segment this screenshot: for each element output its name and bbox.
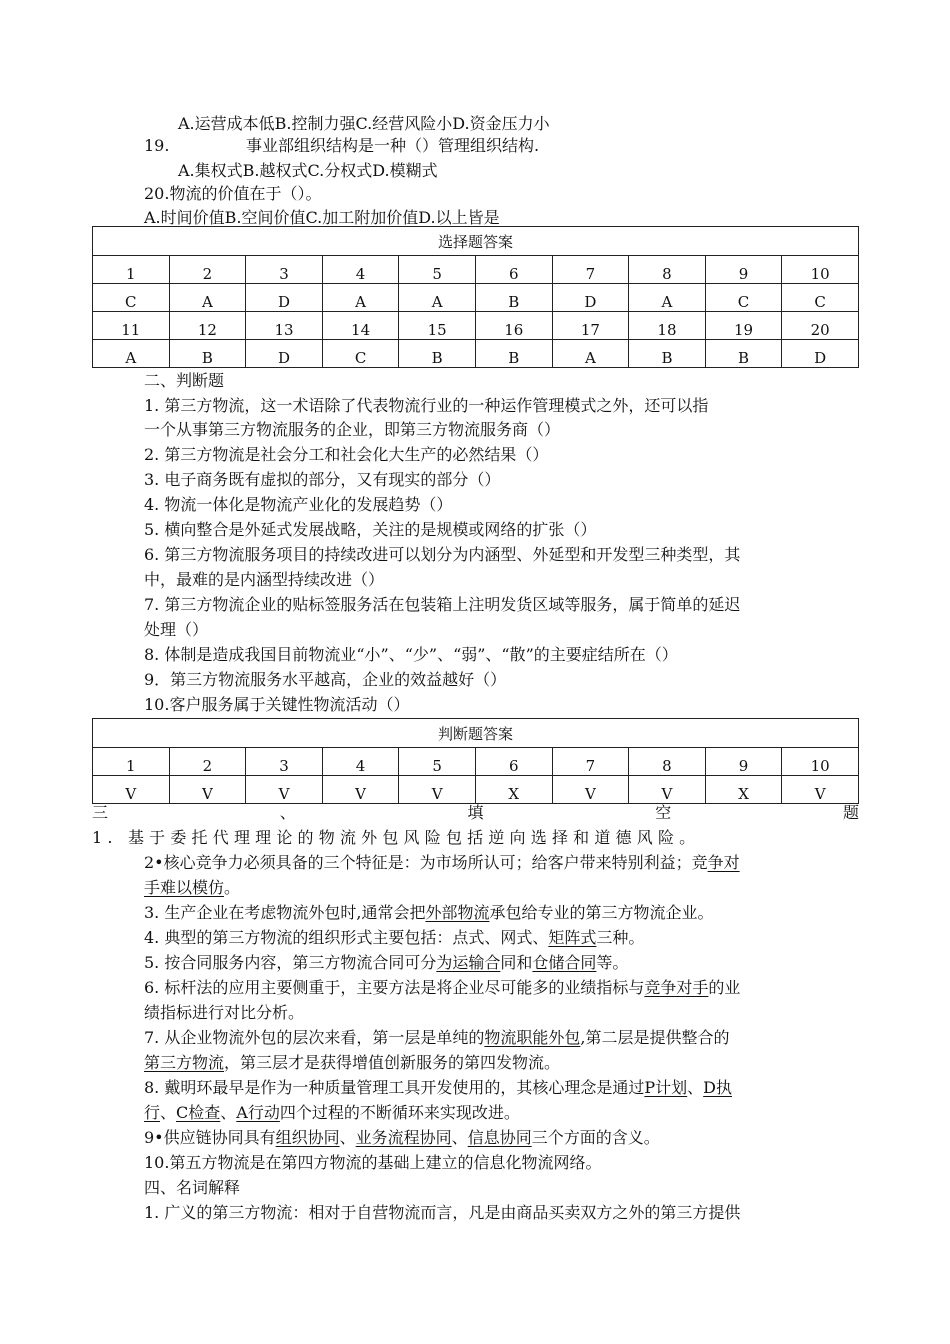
mc-ans: A (169, 284, 246, 312)
mc-num: 3 (246, 256, 323, 284)
fill-q10: 10.第五方物流是在第四方物流的基础上建立的信息化物流网络。 (144, 1153, 602, 1172)
mc-ans: C (782, 284, 859, 312)
fill-q6-answer: 竞争对手 (644, 978, 709, 997)
mc-row1-answers (93, 284, 859, 312)
mc-ans: D (246, 340, 323, 368)
mc-ans: A (322, 284, 399, 312)
judge-q7-line1: 7. 第三方物流企业的贴标签服务活在包装箱上注明发货区域等服务，属于简单的延迟 (144, 595, 741, 614)
fill-q1: 1. 基于委托代理理论的物流外包风险包括逆向选择和道德风险。 (92, 828, 701, 847)
fill-q9-answer3: 信息协同 (467, 1128, 532, 1147)
terms-q1: 1. 广义的第三方物流：相对于自营物流而言，凡是由商品买卖双方之外的第三方提供 (144, 1203, 741, 1222)
judge-ans: V (93, 776, 170, 804)
judge-row-answers (93, 776, 859, 804)
mc-ans: B (169, 340, 246, 368)
mc-ans: C (322, 340, 399, 368)
judge-q7-line2: 处理（） (144, 620, 209, 639)
mc-ans: D (782, 340, 859, 368)
fill-q8-answer-d-part1: D执 (703, 1078, 732, 1097)
judge-q3: 3. 电子商务既有虚拟的部分，又有现实的部分（） (144, 470, 501, 489)
mc-num: 14 (322, 312, 399, 340)
fill-q6-line2: 绩指标进行对比分析。 (144, 1003, 305, 1022)
judge-ans: V (782, 776, 859, 804)
judge-q1-line1: 1. 第三方物流，这一术语除了代表物流行业的一种运作管理模式之外，还可以指 (144, 396, 709, 415)
mc-num: 2 (169, 256, 246, 284)
judge-answer-title: 判断题答案 (93, 719, 859, 748)
terms-heading: 四、名词解释 (144, 1178, 241, 1197)
mc-row2-numbers (93, 312, 859, 340)
mc-num: 5 (399, 256, 476, 284)
mc-ans: D (552, 284, 629, 312)
judge-q5: 5. 横向整合是外延式发展战略，关注的是规模或网络的扩张（） (144, 520, 597, 539)
mc-num: 10 (782, 256, 859, 284)
mc-ans: A (399, 284, 476, 312)
mc-num: 1 (93, 256, 170, 284)
fill-q9: 9•供应链协同具有组织协同、业务流程协同、信息协同三个方面的含义。 (144, 1128, 660, 1147)
mc-ans: D (246, 284, 323, 312)
judge-heading: 二、判断题 (144, 371, 225, 390)
mc-row2-answers (93, 340, 859, 368)
fill-q9-answer2: 业务流程协同 (355, 1128, 452, 1147)
mc-num: 15 (399, 312, 476, 340)
q20-text: 20.物流的价值在于（）。 (144, 184, 322, 203)
judge-ans: X (705, 776, 782, 804)
mc-num: 19 (705, 312, 782, 340)
q19-text: 事业部组织结构是一种（）管理组织结构. (246, 136, 540, 155)
mc-num: 11 (93, 312, 170, 340)
judge-q1-line2: 一个从事第三方物流服务的企业，即第三方物流服务商（） (144, 420, 561, 439)
mc-num: 18 (629, 312, 706, 340)
mc-ans: A (93, 340, 170, 368)
mc-answer-table (92, 226, 859, 368)
mc-num: 9 (705, 256, 782, 284)
fill-q2-line2: 手难以模仿。 (144, 878, 241, 897)
judge-row-numbers (93, 748, 859, 776)
mc-num: 13 (246, 312, 323, 340)
fill-q4-answer: 矩阵式 (548, 928, 597, 947)
mc-ans: B (399, 340, 476, 368)
judge-num: 5 (399, 748, 476, 776)
judge-num: 6 (475, 748, 552, 776)
fill-q8-answer-d-part2: 行 (144, 1103, 161, 1122)
mc-ans: C (93, 284, 170, 312)
judge-ans: V (552, 776, 629, 804)
mc-num: 7 (552, 256, 629, 284)
fill-heading: 三 、 填 空 题 (92, 803, 859, 822)
judge-num: 10 (782, 748, 859, 776)
fill-q8-answer-c: C检查 (176, 1103, 221, 1122)
fill-q2-answer-part2: 手难以模仿 (144, 878, 225, 897)
fill-q4: 4. 典型的第三方物流的组织形式主要包括：点式、网式、矩阵式三种。 (144, 928, 645, 947)
mc-row1-numbers (93, 256, 859, 284)
judge-num: 8 (629, 748, 706, 776)
judge-ans: V (169, 776, 246, 804)
mc-num: 4 (322, 256, 399, 284)
mc-ans: B (475, 340, 552, 368)
fill-q9-answer1: 组织协同 (275, 1128, 340, 1147)
fill-q2-line1: 2•核心竞争力必须具备的三个特征是：为市场所认可；给客户带来特别利益；竞争对 (144, 853, 740, 872)
fill-q8-answer-p: P计划 (644, 1078, 688, 1097)
judge-num: 7 (552, 748, 629, 776)
judge-ans: V (322, 776, 399, 804)
fill-q7-line2: 第三方物流，第三层才是获得增值创新服务的第四发物流。 (144, 1053, 561, 1072)
fill-q3-answer: 外部物流 (425, 903, 490, 922)
mc-num: 20 (782, 312, 859, 340)
judge-q9: 9．第三方物流服务水平越高，企业的效益越好（） (144, 670, 507, 689)
fill-q6-line1: 6. 标杆法的应用主要侧重于，主要方法是将企业尽可能多的业绩指标与竞争对手的业 (144, 978, 741, 997)
fill-q7-line1: 7. 从企业物流外包的层次来看，第一层是单纯的物流职能外包,第二层是提供整合的 (144, 1028, 730, 1047)
judge-q8: 8. 体制是造成我国目前物流业“小”、“少”、“弱”、“散”的主要症结所在（） (144, 645, 678, 664)
mc-num: 16 (475, 312, 552, 340)
fill-q8-line1: 8. 戴明环最早是作为一种质量管理工具开发使用的，其核心理念是通过P计划、D执 (144, 1078, 732, 1097)
mc-ans: A (552, 340, 629, 368)
fill-q2-answer-part1: 争对 (707, 853, 740, 872)
judge-num: 4 (322, 748, 399, 776)
judge-answer-table (92, 718, 859, 804)
mc-ans: B (629, 340, 706, 368)
judge-num: 1 (93, 748, 170, 776)
judge-num: 3 (246, 748, 323, 776)
mc-answer-title: 选择题答案 (93, 227, 859, 256)
q19-options: A.集权式B.越权式C.分权式D.模糊式 (178, 161, 438, 180)
mc-ans: C (705, 284, 782, 312)
mc-num: 17 (552, 312, 629, 340)
judge-q10: 10.客户服务属于关键性物流活动（） (144, 695, 410, 714)
fill-q5-answer2: 仓储合同 (532, 953, 597, 972)
q18-options: A.运营成本低B.控制力强C.经营风险小D.资金压力小 (178, 114, 550, 133)
judge-num: 9 (705, 748, 782, 776)
judge-q6-line1: 6. 第三方物流服务项目的持续改进可以划分为内涵型、外延型和开发型三种类型，其 (144, 545, 741, 564)
fill-q8-answer-a: A行动 (236, 1103, 280, 1122)
fill-q5-answer1: 为运输合 (436, 953, 501, 972)
q20-options: A.时间价值B.空间价值C.加工附加价值D.以上皆是 (144, 208, 500, 227)
fill-q7-answer2: 第三方物流 (144, 1053, 225, 1072)
fill-q8-line2: 行、C检查、A行动四个过程的不断循环来实现改进。 (144, 1103, 520, 1122)
mc-ans: B (705, 340, 782, 368)
judge-ans: V (399, 776, 476, 804)
fill-q5: 5. 按合同服务内容，第三方物流合同可分为运输合同和仓储合同等。 (144, 953, 629, 972)
fill-q7-answer1: 物流职能外包 (484, 1028, 581, 1047)
fill-q3: 3. 生产企业在考虑物流外包时,通常会把外部物流承包给专业的第三方物流企业。 (144, 903, 714, 922)
judge-q6-line2: 中，最难的是内涵型持续改进（） (144, 570, 385, 589)
judge-ans: X (475, 776, 552, 804)
judge-ans: V (629, 776, 706, 804)
mc-num: 8 (629, 256, 706, 284)
mc-num: 12 (169, 312, 246, 340)
judge-q2: 2. 第三方物流是社会分工和社会化大生产的必然结果（） (144, 445, 549, 464)
judge-ans: V (246, 776, 323, 804)
q19-number: 19. (144, 136, 170, 155)
mc-ans: B (475, 284, 552, 312)
judge-num: 2 (169, 748, 246, 776)
judge-q4: 4. 物流一体化是物流产业化的发展趋势（） (144, 495, 453, 514)
mc-ans: A (629, 284, 706, 312)
mc-num: 6 (475, 256, 552, 284)
